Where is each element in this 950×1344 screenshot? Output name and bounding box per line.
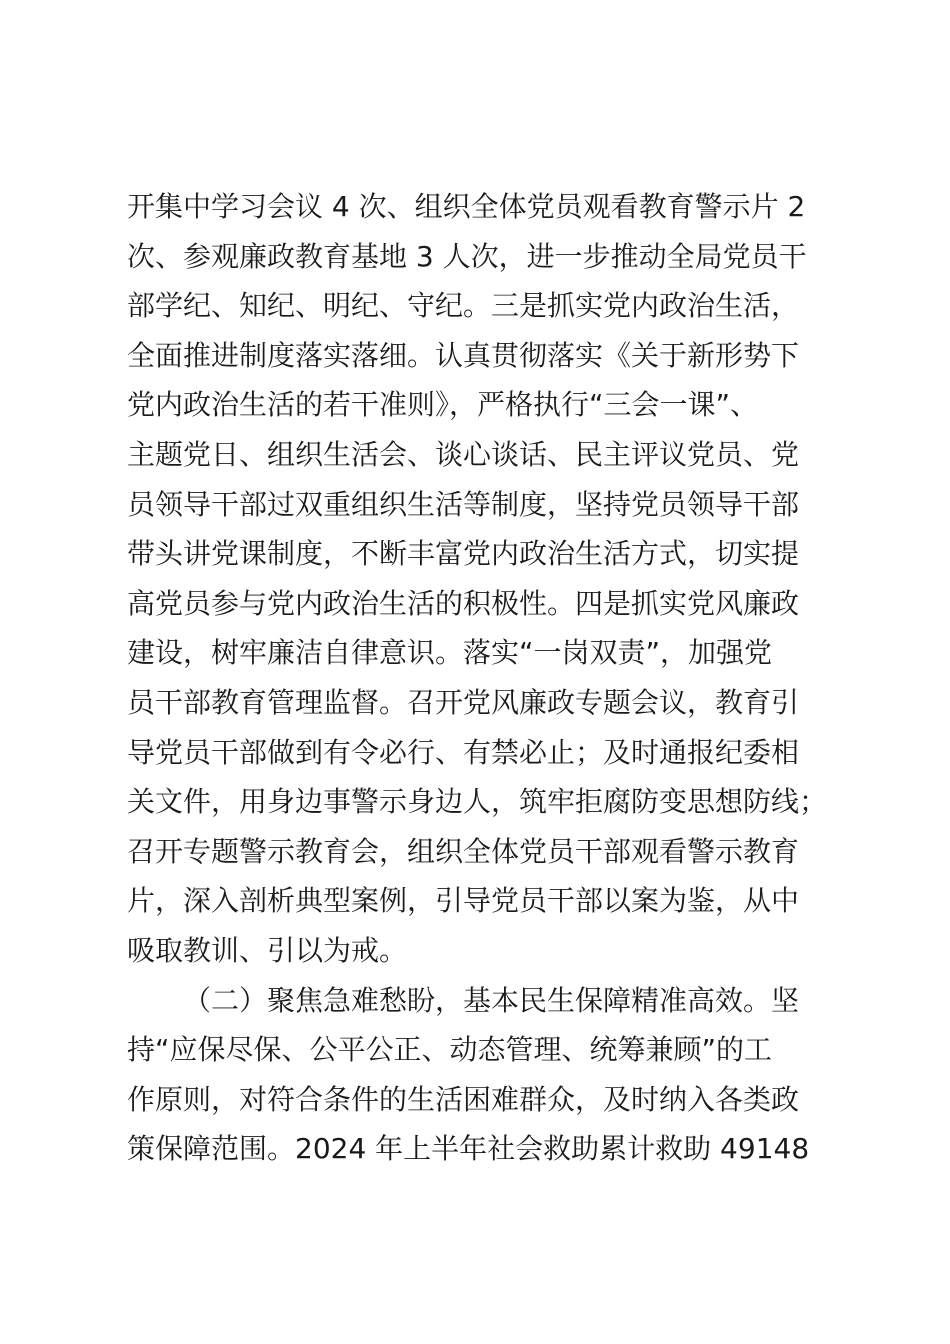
text-line: 开集中学习会议 4 次、组织全体党员观看教育警示片 2 xyxy=(127,190,806,223)
text-line: 召开专题警示教育会，组织全体党员干部观看警示教育 xyxy=(127,834,800,868)
text-line: 片，深入剖析典型案例，引导党员干部以案为鉴，从中 xyxy=(127,884,800,918)
text-line: 策保障范围。2024 年上半年社会救助累计救助 49148 xyxy=(127,1132,810,1166)
text-line: 员领导干部过双重组织生活等制度，坚持党员领导干部 xyxy=(127,487,800,521)
text-line: 带头讲党课制度，不断丰富党内政治生活方式，切实提 xyxy=(127,537,800,571)
text-line: 次、参观廉政教育基地 3 人次，进一步推动全局党员干 xyxy=(127,239,807,273)
text-line: 员干部教育管理监督。召开党风廉政专题会议，教育引 xyxy=(127,685,800,719)
text-line: 党内政治生活的若干准则》，严格执行“三会一课”、 xyxy=(127,388,759,422)
text-line: 导党员干部做到有令必行、有禁必止；及时通报纪委相 xyxy=(127,735,800,769)
body-text xyxy=(127,182,867,1174)
text-line: 作原则，对符合条件的生活困难群众，及时纳入各类政 xyxy=(127,1082,800,1116)
text-line: 部学纪、知纪、明纪、守纪。三是抓实党内政治生活， xyxy=(127,289,800,323)
text-line: 主题党日、组织生活会、谈心谈话、民主评议党员、党 xyxy=(127,437,800,471)
text-line: 关文件，用身边事警示身边人，筑牢拒腐防变思想防线； xyxy=(127,785,828,819)
text-line: 持“应保尽保、公平公正、动态管理、统筹兼顾”的工 xyxy=(127,1033,773,1067)
section-heading-line: （二）聚焦急难愁盼，基本民生保障精准高效。坚 xyxy=(183,983,800,1017)
text-line: 全面推进制度落实落细。认真贯彻落实《关于新形势下 xyxy=(127,338,800,372)
text-line: 高党员参与党内政治生活的积极性。四是抓实党风廉政 xyxy=(127,586,800,620)
text-line: 建设，树牢廉洁自律意识。落实“一岗双责”，加强党 xyxy=(127,636,773,670)
text-line: 吸取教训、引以为戒。 xyxy=(127,933,408,967)
